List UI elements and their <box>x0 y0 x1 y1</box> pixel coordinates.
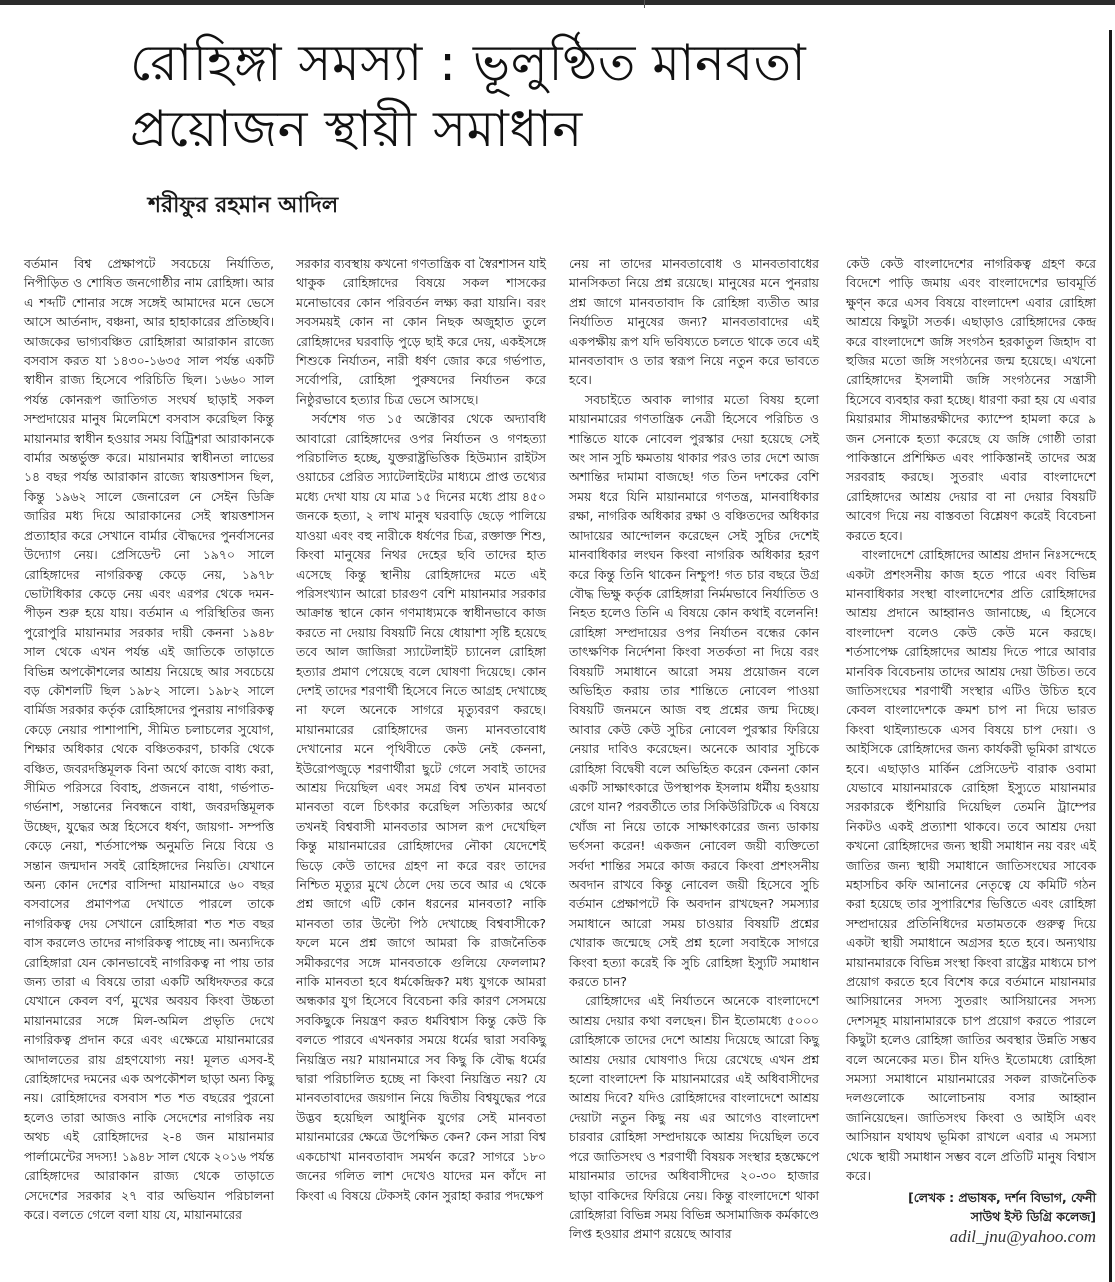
affiliation-line-2: সাউথ ইস্ট ডিগ্রি কলেজ] <box>970 1208 1096 1224</box>
paragraph: সরকার ব্যবস্থায় কখনো গণতান্ত্রিক বা স্বৈরশাসন যাই থাকুক রোহিঙ্গাদের বিষয়ে সকল শাসকের মনোভাবের কোন পরিবর্তন লক্ষ্য করা যায়নি। বরং সবসময়ই কোন না কোন নিছক অজুহাত তুলে রোহিঙ্গাদের ঘরবাড়ি পুড়ে ছাই করে দেয়, একইসঙ্গে শিশুকে নির্যাতন, নারী ধর্ষণ জোর করে গর্ভপাত, সর্বোপরি, রোহিঙ্গা পুরুষদের নির্যাতন করে নিষ্ঠুরভাবে হত্যার চিত্র ভেসে আসছে। <box>296 256 546 407</box>
article-column-4 <box>846 254 1096 1248</box>
author-email: adil_jnu@yahoo.com <box>949 1227 1096 1247</box>
top-rule <box>0 0 1115 5</box>
headline-line-1: রোহিঙ্গা সমস্যা : ভূলুণ্ঠিত মানবতা <box>130 34 807 92</box>
paragraph: সবচাইতে অবাক লাগার মতো বিষয় হলো মায়ানমারের গণতান্ত্রিক নেত্রী হিসেবে পরিচিত ও শান্তিতে যাকে নোবেল পুরস্কার দেয়া হয়েছে সেই অং সান সুচি ক্ষমতায় থাকার পরও তার দেশে আজ অশান্তির দামামা বাজছে! গত তিন দশকের বেশি সময় ধরে যিনি মায়ানমারে গণতন্ত্র, মানবাধিকার রক্ষা, নাগরিক অধিকার রক্ষা ও বঞ্চিতদের অধিকার আদায়ের আন্দোলন করেছেন সেই সুচির দেশেই মানবাধিকার লংঘন কিংবা নাগরিক অধিকার হরণ করে কিন্তু তিনি থাকেন নিশ্চুপ! গত চার বছরে উগ্র বৌদ্ধ ভিক্ষু কর্তৃক রোহিঙ্গারা নির্মমভাবে নির্যাতিত ও নিহত হলেও তিনি এ বিষয়ে কোন কথাই বলেননি! রোহিঙ্গা সম্প্রদায়ের ওপর নির্যাতন বন্ধের কোন তাৎক্ষণিক নির্দেশনা কিংবা সতর্কতা না দিয়ে বরং বিষয়টি সমাধানে আরো সময় প্রয়োজন বলে অভিহিত করায় তার শান্তিতে নোবেল পাওয়া বিষয়টি জনমনে আজ বহু প্রশ্নের জন্ম দিচ্ছে। আবার কেউ কেউ সুচির নোবেল পুরস্কার ফিরিয়ে নেয়ার দাবিও করেছেন। অনেকে আবার সুচিকে রোহিঙ্গা বিদ্বেষী বলে অভিহিত করেন কেননা কোন একটি সাক্ষাৎকারে উপস্থাপক ইসলাম ধর্মীয় হওয়ায় রেগে যান? পরবর্তীতে তার সিকিউরিটিকে এ বিষয়ে খোঁজ না নিয়ে তাকে সাক্ষাৎকারের জন্য ডাকায় ভর্ৎসনা করেন! একজন নোবেল জয়ী ব্যক্তিতো সর্বদা শান্তির সমরে কাজ করবে কিংবা প্রশংসনীয় অবদান রাখবে কিন্তু নোবেল জয়ী হিসেবে সুচি বর্তমান প্রেক্ষাপটে কি অবদান রাখছেন? সমস্যার সমাধানে আরো সময় চাওয়ার বিষয়টি প্রশ্নের খোরাক জন্মেছে সেই প্রশ্ন হলো সবাইকে সাগরে কিংবা হত্যা করেই কি সুচি রোহিঙ্গা ইস্যুটি সমাধান করতে চান? <box>569 391 819 990</box>
paragraph: নেয় না তাদের মানবতাবোধ ও মানবতাবাধের মানসিকতা নিয়ে প্রশ্ন রয়েছে। মানুষের মনে পুনরায় প্রশ্ন জাগে মানবতাবাদ কি রোহিঙ্গা ব্যতীত আর নির্যাতিত মানুষের জন্য? মানবতাবাদের এই একপক্ষীয় রূপ যদি ভবিষ্যতে চলতে থাকে তবে এই মানবতাবাদ ও তার স্বরূপ নিয়ে নতুন করে ভাবতে হবে। <box>569 256 819 388</box>
column-divider-tick <box>644 0 645 8</box>
paragraph: সর্বশেষ গত ১৫ অক্টোবর থেকে অদ্যাবধি আবারো রোহিঙ্গাদের ওপর নির্যাতন ও গণহত্যা পরিচালিত হচ্ছে, যুক্তরাষ্ট্রভিত্তিক হিউম্যান রাইটস ওয়াচের প্রেরিত স্যাটেলাইটের মাধ্যমে প্রাপ্ত তথ্যের মধ্যে দেখা যায় যে মাত্র ১৫ দিনের মধ্যে প্রায় ৪৫০ জনকে হত্যা, ২ লাখ মানুষ ঘরবাড়ি ছেড়ে পালিয়ে যাওয়া এবং বহু নারীকে ধর্ষণের চিত্র, রক্তাক্ত শিশু, কিংবা মানুষের নিথর দেহের ছবি তাদের হাত এসেছে কিন্তু স্থানীয় রোহিঙ্গাদের মতে এই পরিসংখ্যান আরো চারগুণ বেশি মায়ানমার সরকার আক্রান্ত স্থানে কোন গণমাধ্যমকে স্বাধীনভাবে কাজ করতে না দেয়ায় বিষয়টি নিয়ে ধোয়াশা সৃষ্টি হয়েছে তবে আল জাজিরা স্যাটেলাইট চ্যানেল রোহিঙ্গা হত্যার প্রমাণ পেয়েছে বলে ঘোষণা দিয়েছে। কোন দেশই তাদের শরণার্থী হিসেবে নিতে আগ্রহ দেখাচ্ছে না ফলে অনেকে সাগরে মৃত্যুবরণ করছে। মায়ানমারের রোহিঙ্গাদের জন্য মানবতাবোধ দেখানোর মনে পৃথিবীতে কেউ নেই কেননা, ইউরোপজুড়ে শরণার্থীরা ছুটে গেলে সবাই তাদের আশ্রয় দিয়েছিল এবং সমগ্র বিশ্ব তখন মানবতা মানবতা বলে চিৎকার করেছিল সত্যিকার অর্থে তখনই বিশ্ববাসী মানবতার আসল রূপ দেখেছিল কিন্তু মায়ানমারের রোহিঙ্গাদের নৌকা যেদেশেই ভিড়ে কেউ তাদের গ্রহণ না করে বরং তাদের নিশ্চিত মৃত্যুর মুখে ঠেলে দেয় তবে আর এ থেকে প্রশ্ন জাগে এটি কোন ধরনের মানবতা? নাকি মানবতা তার উল্টো পিঠ দেখাচ্ছে বিশ্ববাসীকে? ফলে মনে প্রশ্ন জাগে আমরা কি রাজনৈতিক সমীকরণের সঙ্গে মানবতাকে গুলিয়ে ফেললাম? নাকি মানবতা হবে ধর্মকেন্দ্রিক? মধ্য যুগকে আমরা অন্ধকার যুগ হিসেবে বিবেচনা করি কারণ সেসময়ে সবকিছুকে নিয়ন্ত্রণ করত ধর্মবিশ্বাস কিন্তু কেউ কি বলতে পারবে এখনকার সময়ে ধর্মের দ্বারা সবকিছু নিয়ন্ত্রিত নয়? মায়ানমারে সব কিছু কি বৌদ্ধ ধর্মের দ্বারা পরিচালিত হচ্ছে না কিংবা নিয়ন্ত্রিত নয়? যে মানবতাবাদের জয়গান নিয়ে দ্বিতীয় বিশ্বযুদ্ধের পরে উদ্ভব হয়েছিল আধুনিক যুগের সেই মানবতা মায়ানমারের ক্ষেত্রে উপেক্ষিত কেন? কেন সারা বিশ্ব একচোখা মানবতাবাদ সমর্থন করে? সাগরে ১৮০ জনের গলিত লাশ দেখেও যাদের মন কাঁদে না কিংবা এ বিষয়ে টেকসই কোন সুরাহা করার পদক্ষেপ <box>296 411 546 1203</box>
article-column-1 <box>24 254 274 1224</box>
paragraph: বাংলাদেশে রোহিঙ্গাদের আশ্রয় প্রদান নিঃসন্দেহে একটা প্রশংসনীয় কাজ হতে পারে এবং বিভিন্ন মানবাধিকার সংস্থা বাংলাদেশের প্রতি রোহিঙ্গাদের আশ্রয় প্রদানে আহ্বানও জানাচ্ছে, এ হিসেবে বাংলাদেশ বলেও কেউ কেউ মনে করছে। শর্তসাপেক্ষ রোহিঙ্গাদের আশ্রয় দিতে পারে আবার মানবিক বিবেচনায় তাদের আশ্রয় দেয়া উচিত। তবে জাতিসংঘের শরণার্থী সংস্থার এটিও উচিত হবে কেবল বাংলাদেশকে ক্রমশ চাপ না দিয়ে ভারত কিংবা থাইল্যান্ডকে এসব বিষয়ে চাপ দেয়া। ও আইসিকে রোহিঙ্গাদের জন্য কার্যকরী ভূমিকা রাখতে হবে। এছাড়াও মার্কিন প্রেসিডেন্ট বারাক ওবামা যেভাবে মায়ানমারকে রোহিঙ্গা ইস্যুতে মায়ানমার সরকারকে হুঁশিয়ারি দিয়েছিল তেমনি ট্রাম্পের নিকটও একই প্রত্যাশা থাকবে। তবে আশ্রয় দেয়া কখনো রোহিঙ্গাদের জন্য স্থায়ী সমাধান নয় বরং এই জাতির জন্য স্থায়ী সমাধানে জাতিসংঘের সাবেক মহাসচিব কফি আনানের নেতৃত্বে যে কমিটি গঠন করা হয়েছে তার সুপারিশের ভিত্তিতে এবং রোহিঙ্গা সম্প্রদায়ের প্রতিনিধিদের মতামতকে গুরুত্ব দিয়ে একটা স্থায়ী সমাধানে অগ্রসর হতে হবে। অন্যথায় মায়ানমারকে বিভিন্ন সংস্থা কিংবা রাষ্ট্রের মাধ্যমে চাপ প্রয়োগ করতে হবে বিশেষ করে বর্তমানে মায়ানমার আসিয়ানের সদস্য সুতরাং আসিয়ানের সদস্য দেশসমূহ মায়ানামারকে চাপ প্রয়োগ করতে পারলে কিছুটা হলেও রোহিঙ্গা জাতির অবস্থার উন্নতি সম্ভব বলে অনেকের মত। চীন যদিও ইতোমধ্যে রোহিঙ্গা সমস্যা সমাধানে মায়ানমারের সকল রাজনৈতিক দলগুলোকে আলোচনায় বসার আহ্বান জানিয়েছেন। জাতিসংঘ কিংবা ও আইসি এবং আসিয়ান যথাযথ ভূমিকা রাখলে এবার এ সমস্যা থেকে স্থায়ী সমাধান সম্ভব বলে প্রতিটি মানুষ বিশ্বাস করে। <box>846 547 1096 1184</box>
affiliation-line-1: [লেখক : প্রভাষক, দর্শন বিভাগ, ফেনী <box>908 1189 1096 1205</box>
right-border-rule <box>1109 30 1112 1282</box>
article-headline <box>130 30 1030 162</box>
article-column-3 <box>569 254 819 1244</box>
paragraph: বর্তমান বিশ্ব প্রেক্ষাপটে সবচেয়ে নির্যাতিত, নিপীড়িত ও শোষিত জনগোষ্ঠীর নাম রোহিঙ্গা। আর এ শব্দটি শোনার সঙ্গে সঙ্গেই আমাদের মনে ভেসে আসে আর্তনাদ, বঞ্চনা, আর হাহাকারের প্রতিচ্ছবি। আজকের ভাগ্যবঞ্চিত রোহিঙ্গারা আরাকান রাজ্যে বসবাস করত যা ১৪৩০-১৬৩৫ সাল পর্যন্ত একটি স্বাধীন রাজ্য হিসেবে পরিচিতি ছিল। ১৬৬০ সাল পর্যন্ত কোনরূপ জাতিগত সংঘর্ষ ছাড়াই সকল সম্প্রদায়ের মানুষ মিলেমিশে বসবাস করেছিল কিন্তু মায়ানমার স্বাধীন হওয়ার সময় বিট্রিশরা আরাকানকে বার্মার অন্তর্ভুক্ত করে। মায়ানমার স্বাধীনতা লাভের ১৪ বছর পর্যন্ত আরাকান রাজ্যে স্বায়ত্তশাসন ছিল, কিন্তু ১৯৬২ সালে জেনারেল নে সেইন ডিক্রি জারির মধ্য দিয়ে আরাকানের সেই স্বায়ত্তশাসন প্রত্যাহার করে সেখানে বার্মার বৌদ্ধদের পুনর্বাসনের উদ্যোগ নেয়। প্রেসিডেন্ট নো ১৯৭০ সালে রোহিঙ্গাদের নাগরিকত্ব কেড়ে নেয়, ১৯৭৮ ভোটাধিকার কেড়ে নেয় এবং এরপর থেকে দমন-পীড়ন শুরু হয়ে যায়। বর্তমান এ পরিস্থিতির জন্য পুরোপুরি মায়ানমার সরকার দায়ী কেননা ১৯৪৮ সাল থেকে এখন পর্যন্ত এই জাতিকে তাড়াতে বিভিন্ন অপকৌশলের আশ্রয় নিয়েছে আর সবচেয়ে বড় কৌশলটি ছিল ১৯৮২ সালে। ১৯৮২ সালে বার্মিজ সরকার কর্তৃক রোহিঙ্গাদের পুনরায় নাগরিকত্ব কেড়ে নেয়ার পাশাপাশি, সীমিত চলাচলের সুযোগ, শিক্ষার অধিকার থেকে বঞ্চিতকরণ, চাকরি থেকে বঞ্চিত, জবরদস্তিমূলক বিনা অর্থে কাজে বাধ্য করা, সীমিত পরিসরে বিবাহ, প্রজননে বাধা, গর্ভপাত-গর্ভনাশ, সন্তানের নিবন্ধনে বাধা, জবরদস্তিমূলক উচ্ছেদ, যুদ্ধের অস্ত্র হিসেবে ধর্ষণ, জায়গা- সম্পত্তি কেড়ে নেয়া, শর্তসাপেক্ষ অনুমতি নিয়ে বিয়ে ও সন্তান জন্মদান সবই রোহিঙ্গাদের নিয়তি। যেখানে অন্য কোন দেশের বাসিন্দা মায়ানমারে ৬০ বছর বসবাসের প্রমাণপত্র দেখাতে পারলে তাকে নাগরিকত্ব দেয় সেখানে রোহিঙ্গারা শত শত বছর বাস করলেও তাদের নাগরিকত্ব পাচ্ছে না। অন্যদিকে রোহিঙ্গারা যেন কোনভাবেই নাগরিকত্ব না পায় তার জন্য তারা এ বিষয়ে তারা একটি অধিদফতর করে যেখানে কেবল বর্ণ, মুখের অবয়ব কিংবা উচ্চতা মায়ানমারের সঙ্গে মিল-অমিল প্রভৃতি দেখে নাগরিকত্ব প্রদান করে এবং এক্ষেত্রে মায়ানমারের আদালতের রায় গ্রহণযোগ্য নয়! মূলত এসব-ই রোহিঙ্গাদের দমনের এক অপকৌশল ছাড়া অন্য কিছু নয়। রোহিঙ্গাদের বসবাস শত শত বছরের পুরনো হলেও তারা আজও নাকি সেদেশের নাগরিক নয় অথচ এই রোহিঙ্গাদের ২-৪ জন মায়ানমার পার্লামেন্টের সদস্য! ১৯৪৮ সাল থেকে ২০১৬ পর্যন্ত রোহিঙ্গাদের আরাকান রাজ্য থেকে তাড়াতে সেদেশের সরকার ২৭ বার অভিযান পরিচালনা করে। বলতে গেলে বলা যায় যে, মায়ানমারের <box>24 256 274 1222</box>
author-byline: শরীফুর রহমান আদিল <box>148 193 339 218</box>
paragraph: রোহিঙ্গাদের এই নির্যাতনে অনেকে বাংলাদেশে আশ্রয় দেয়ার কথা বলছেন। চীন ইতোমধ্যে ৫০০০ রোহিঙ্গাকে তাদের দেশে আশ্রয় দিয়েছে আরো কিছু আশ্রয় দেয়ার ঘোষণাও দিয়ে রেখেছে এখন প্রশ্ন হলো বাংলাদেশ কি মায়ানমারের এই অধিবাসীদের আশ্রয় দিবে? যদিও রোহিঙ্গাদের বাংলাদেশে আশ্রয় দেয়াটা নতুন কিছু নয় এর আগেও বাংলাদেশ চারবার রোহিঙ্গা সম্প্রদায়কে আশ্রয় দিয়েছিল তবে পরে জাতিসংঘ ও শরণার্থী বিষয়ক সংস্থার হস্তক্ষেপে মায়ানমার তাদের অধিবাসীদের ২০-৩০ হাজার ছাড়া বাকিদের ফিরিয়ে নেয়। কিন্তু বাংলাদেশে থাকা রোহিঙ্গারা বিভিন্ন সময় বিভিন্ন অসামাজিক কর্মকাণ্ডে লিপ্ত হওয়ার প্রমাণ রয়েছে আবার <box>569 993 819 1242</box>
paragraph: কেউ কেউ বাংলাদেশের নাগরিকত্ব গ্রহণ করে বিদেশে পাড়ি জমায় এবং বাংলাদেশের ভাবমূর্তি ক্ষুণ্ন করে এসব বিষয়ে বাংলাদেশ এবার রোহিঙ্গা আশ্রয়ে কিছুটা সতর্ক। এছাড়াও রোহিঙ্গাদের কেন্দ্র করে বাংলাদেশে জঙ্গি সংগঠন হরকাতুল জিহাদ বা হুজির মতো জঙ্গি সংগঠনের জন্ম হয়েছে। এখনো রোহিঙ্গাদের ইসলামী জঙ্গি সংগঠনের সন্ত্রাসী হিসেবে ব্যবহার করা হচ্ছে। ধারণা করা হয় যে এবার মিয়ারমার সীমান্তরক্ষীদের ক্যাম্পে হামলা করে ৯ জন সেনাকে হত্যা করেছে যে জঙ্গি গোষ্ঠী তারা পাকিস্তানে প্রশিক্ষিত এবং পাকিস্তানই তাদের অস্ত্র সরবরাহ করছে। সুতরাং এবার বাংলাদেশে রোহিঙ্গাদের আশ্রয় দেয়ার বা না দেয়ার বিষয়টি আবেগ দিয়ে নয় বাস্তবতা বিশ্লেষণ করেই বিবেচনা করতে হবে। <box>846 256 1096 543</box>
article-column-2 <box>296 254 546 1205</box>
headline-line-2: প্রয়োজন স্থায়ী সমাধান <box>130 100 583 158</box>
article-body <box>24 254 1104 1274</box>
author-affiliation <box>846 1188 1096 1227</box>
